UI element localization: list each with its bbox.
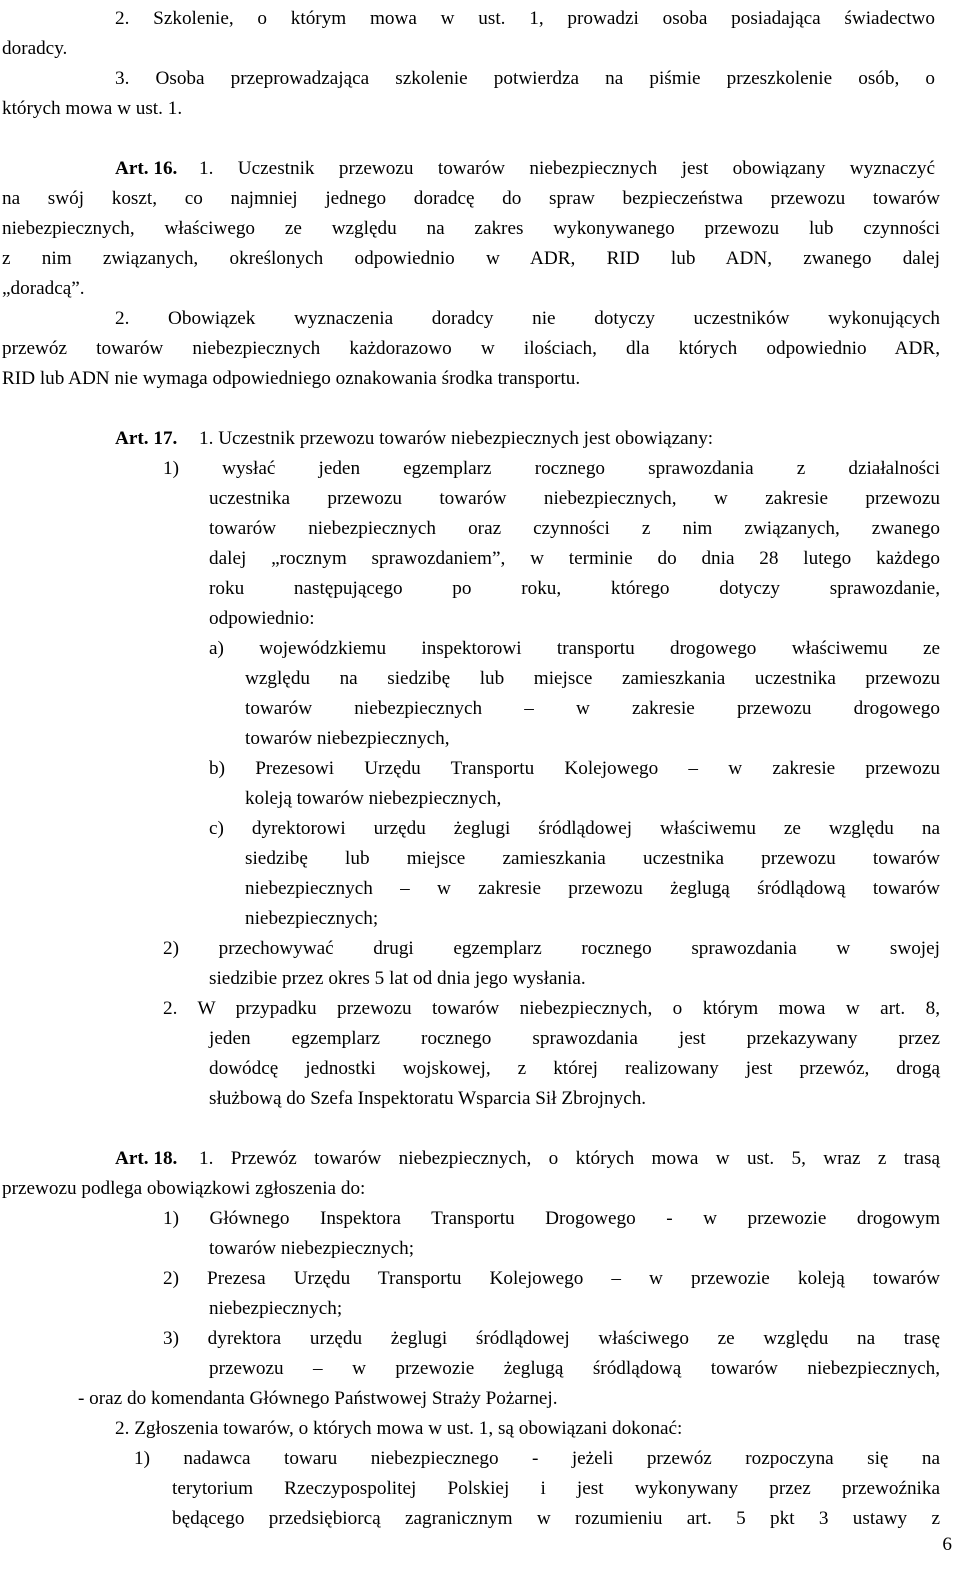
text-line: 3) dyrektora urzędu żeglugi śródlądowej właściwego ze względu na trasę [163,1328,940,1349]
text-line: przewozu podlega obowiązkowi zgłoszenia do: [2,1178,366,1199]
text-line: 1) nadawca towaru niebezpiecznego - jeżeli przewóz rozpoczyna się na [134,1448,940,1469]
text-line: których mowa w ust. 1. [2,98,183,119]
text-line: towarów niebezpiecznych – w zakresie przewozu drogowego [245,698,940,719]
text-line: 2. Obowiązek wyznaczenia doradcy nie dotyczy uczestników wykonujących [115,308,940,329]
text-line: będącego przedsiębiorcą zagranicznym w rozumieniu art. 5 pkt 3 ustawy z [172,1508,940,1529]
text-line: niebezpiecznych; [245,908,379,929]
text-line: towarów niebezpiecznych, [245,728,450,749]
text-line: a) wojewódzkiemu inspektorowi transportu drogowego właściwemu ze [209,638,940,659]
text-line: z nim związanych, określonych odpowiednio w ADR, RID lub ADN, zwanego dalej [2,248,940,269]
text-line: terytorium Rzeczypospolitej Polskiej i jest wykonywany przez przewoźnika [172,1478,940,1499]
text-line: służbową do Szefa Inspektoratu Wsparcia Sił Zbrojnych. [209,1088,647,1109]
article-heading: Art. 16. [115,158,178,179]
text-line: 1. Uczestnik przewozu towarów niebezpiecznych jest obowiązany wyznaczyć [199,158,935,179]
text-line: względu na siedzibę lub miejsce zamieszkania uczestnika przewozu [245,668,940,689]
text-line: dowódcę jednostki wojskowej, z której realizowany jest przewóz, drogą [209,1058,940,1079]
text-line: niebezpiecznych; [209,1298,343,1319]
article-heading: Art. 18. [115,1148,178,1169]
text-line: 3. Osoba przeprowadzająca szkolenie potwierdza na piśmie przeszkolenie osób, o [115,68,935,89]
text-line: 1. Przewóz towarów niebezpiecznych, o których mowa w ust. 5, wraz z trasą [199,1148,940,1169]
text-line: „doradcą”. [2,278,85,299]
text-line: towarów niebezpiecznych oraz czynności z nim związanych, zwanego [209,518,940,539]
text-line: towarów niebezpiecznych; [209,1238,415,1259]
article-heading: Art. 17. [115,428,178,449]
text-line: RID lub ADN nie wymaga odpowiedniego oznakowania środka transportu. [2,368,581,389]
text-line: c) dyrektorowi urzędu żeglugi śródlądowej właściwemu ze względu na [209,818,940,839]
page-number: 6 [942,1534,952,1555]
text-line: uczestnika przewozu towarów niebezpiecznych, w zakresie przewozu [209,488,940,509]
text-line: 2. Zgłoszenia towarów, o których mowa w ust. 1, są obowiązani dokonać: [115,1418,683,1439]
text-line: 1) Głównego Inspektora Transportu Drogowego - w przewozie drogowym [163,1208,940,1229]
text-line: przewóz towarów niebezpiecznych każdorazowo w ilościach, dla których odpowiednio ADR, [2,338,940,359]
text-line: 2) Prezesa Urzędu Transportu Kolejowego – w przewozie koleją towarów [163,1268,940,1289]
text-line: niebezpiecznych – w zakresie przewozu żeglugą śródlądową towarów [245,878,940,899]
text-line: 1) wysłać jeden egzemplarz rocznego sprawozdania z działalności [163,458,940,479]
text-line: 2. Szkolenie, o którym mowa w ust. 1, prowadzi osoba posiadająca świadectwo [115,8,935,29]
text-line: koleją towarów niebezpiecznych, [245,788,502,809]
text-line: dalej „rocznym sprawozdaniem”, w terminie do dnia 28 lutego każdego [209,548,940,569]
text-line: jeden egzemplarz rocznego sprawozdania jest przekazywany przez [209,1028,940,1049]
text-line: 2) przechowywać drugi egzemplarz rocznego sprawozdania w swojej [163,938,940,959]
text-line: na swój koszt, co najmniej jednego doradcę do spraw bezpieczeństwa przewozu towarów [2,188,940,209]
text-line: 2. W przypadku przewozu towarów niebezpiecznych, o którym mowa w art. 8, [163,998,940,1019]
text-line: - oraz do komendanta Głównego Państwowej Straży Pożarnej. [78,1388,558,1409]
text-line: 1. Uczestnik przewozu towarów niebezpiecznych jest obowiązany: [199,428,714,449]
text-line: b) Prezesowi Urzędu Transportu Kolejowego – w zakresie przewozu [209,758,940,779]
text-line: siedzibę lub miejsce zamieszkania uczestnika przewozu towarów [245,848,940,869]
text-line: odpowiednio: [209,608,315,629]
text-line: siedzibie przez okres 5 lat od dnia jego wysłania. [209,968,586,989]
text-line: doradcy. [2,38,68,59]
text-line: przewozu – w przewozie żeglugą śródlądową towarów niebezpiecznych, [209,1358,940,1379]
text-line: niebezpiecznych, właściwego ze względu na zakres wykonywanego przewozu lub czynności [2,218,940,239]
text-line: roku następującego po roku, którego dotyczy sprawozdanie, [209,578,940,599]
